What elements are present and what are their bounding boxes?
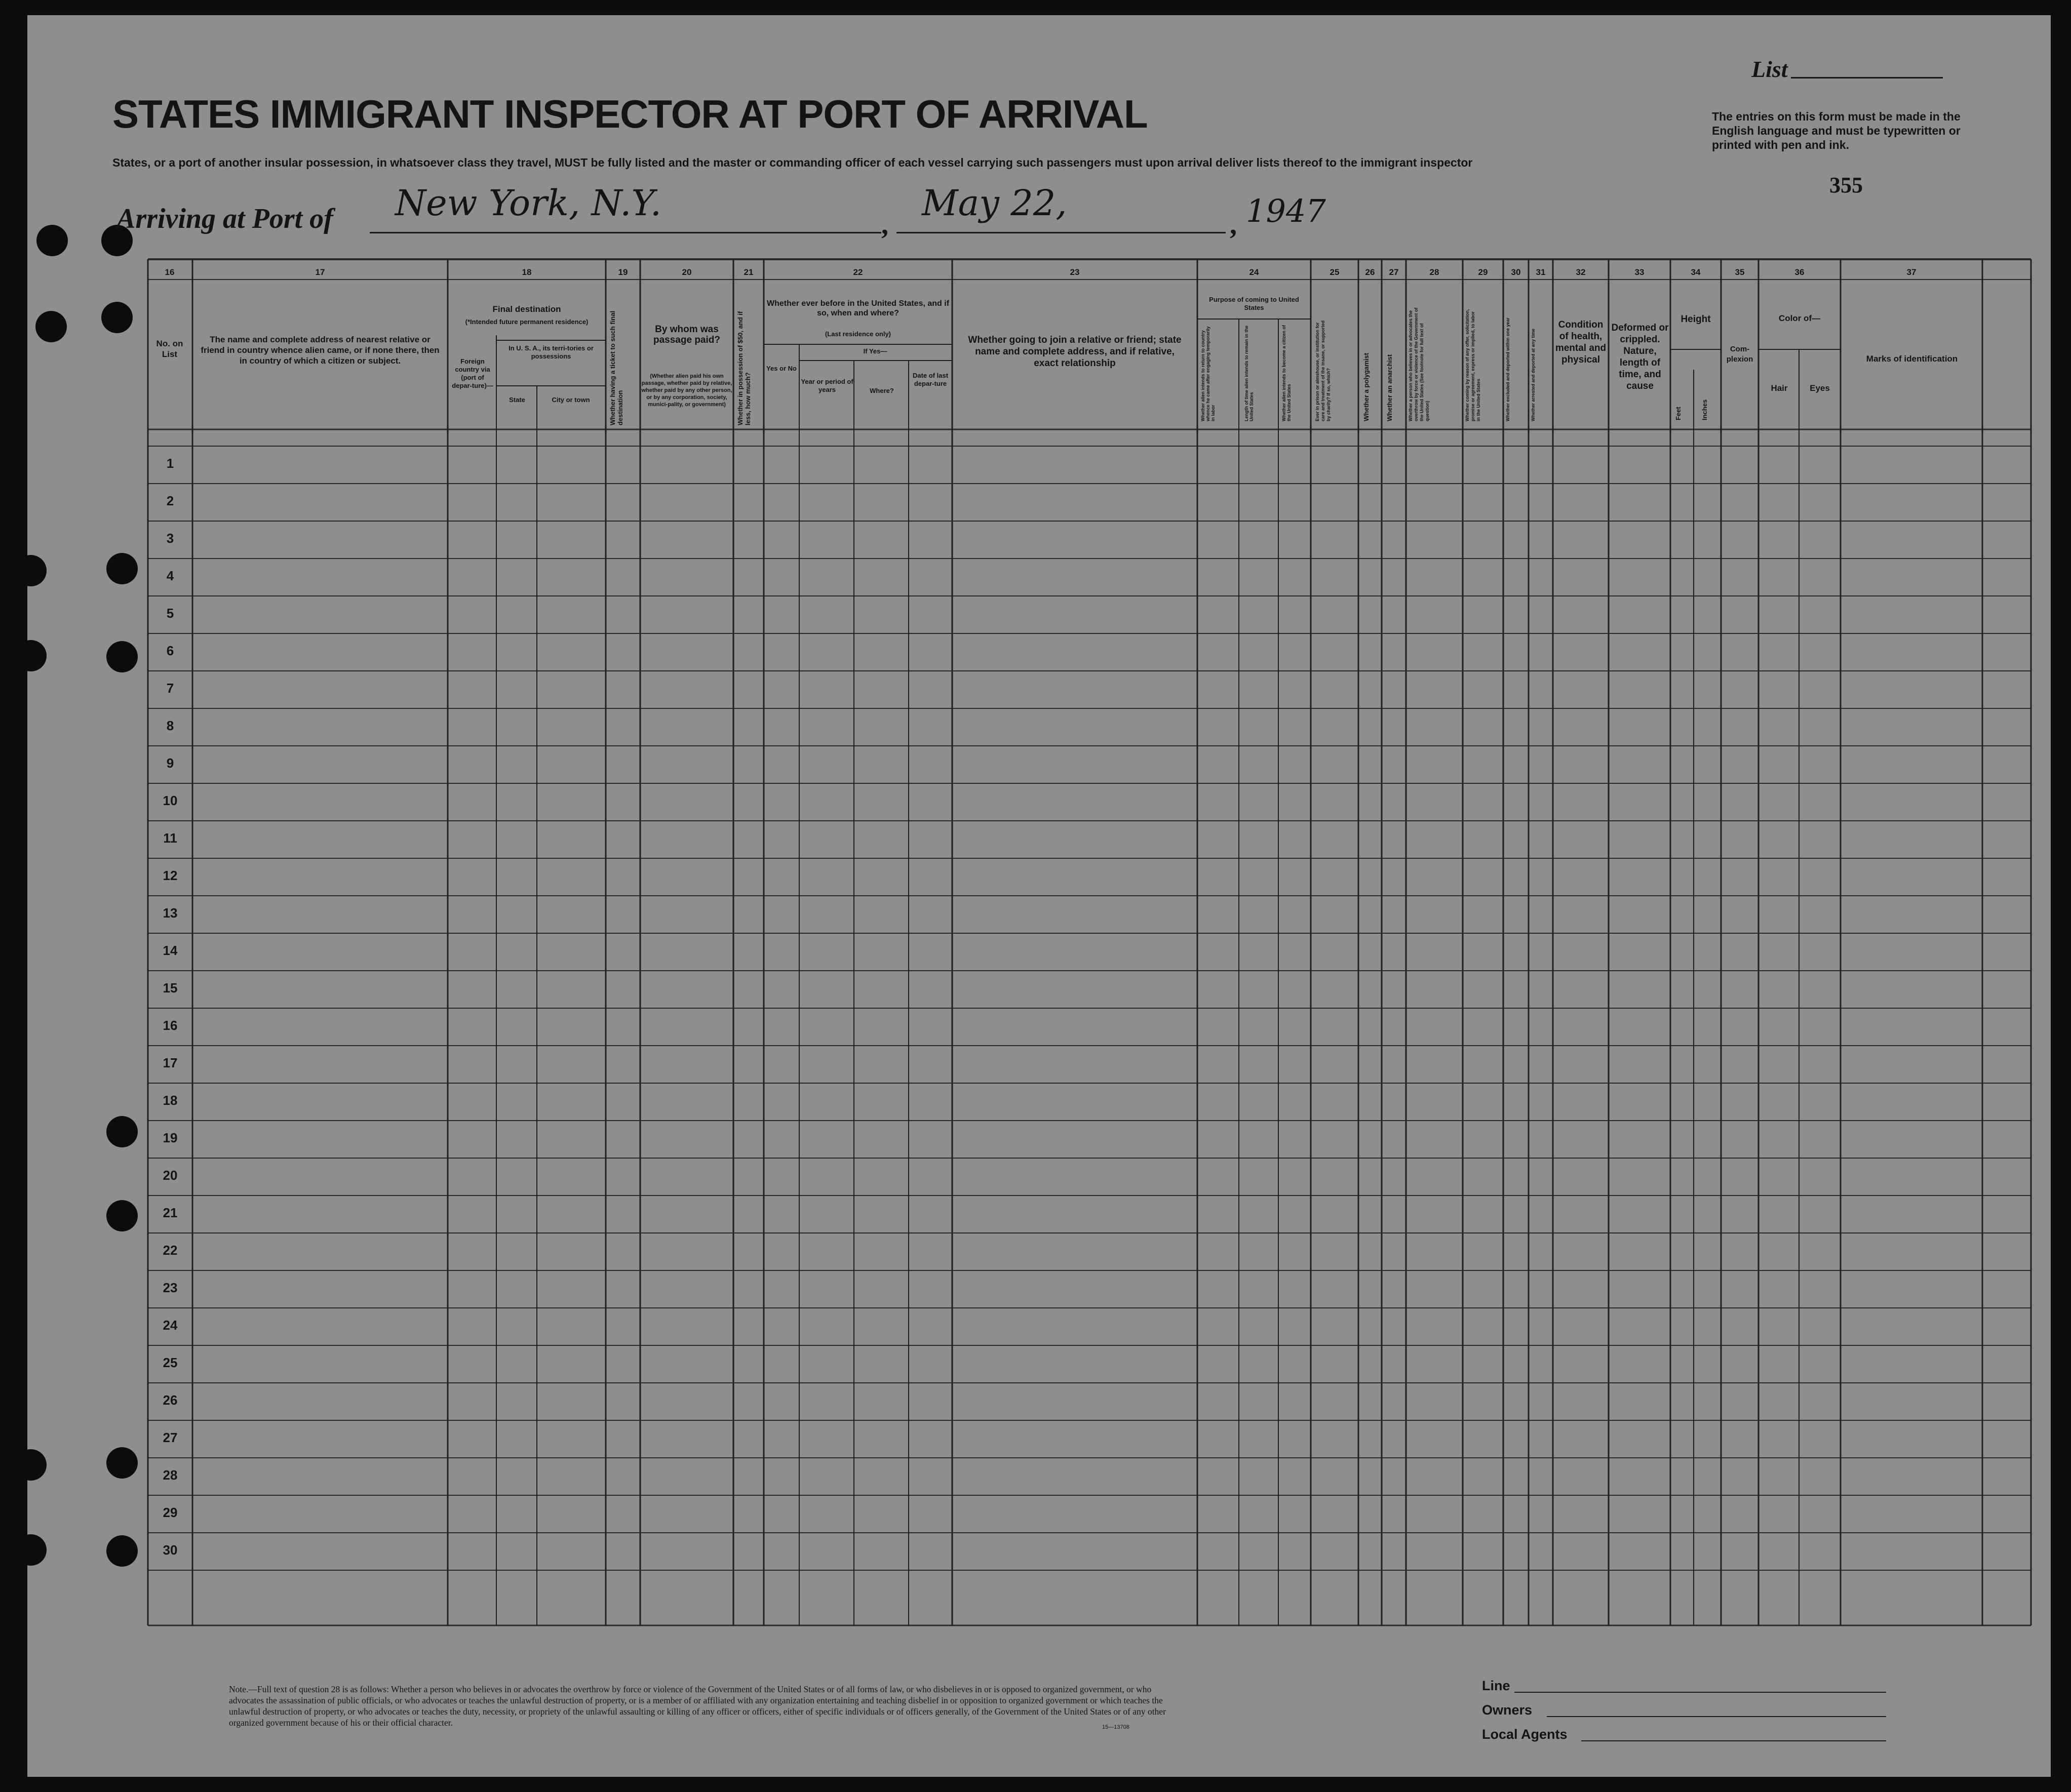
col-label-no-on-list: No. on List [156, 339, 183, 359]
form-title: STATES IMMIGRANT INSPECTOR AT PORT OF ARRIVAL [112, 92, 1148, 136]
col-num-29: 29 [1478, 267, 1488, 277]
row-number: 20 [163, 1168, 178, 1183]
row-number: 4 [166, 568, 174, 583]
owners-blank [1547, 1716, 1886, 1717]
col-label-years: Year or period of years [801, 378, 853, 393]
col-label-yes-no: Yes or No [766, 365, 797, 372]
col-num-18: 18 [522, 267, 532, 277]
col-label-foreign-country: Foreign country via (port of depar-ture)— [452, 357, 493, 389]
col-num-28: 28 [1429, 267, 1439, 277]
col-label-purpose: Purpose of coming to United States [1209, 296, 1299, 311]
row-number: 28 [163, 1467, 178, 1483]
row-number: 17 [163, 1055, 178, 1070]
col-num-20: 20 [682, 267, 692, 277]
row-number: 15 [163, 980, 178, 995]
col-label-usa: In U. S. A., its terri-tories or possessions [509, 344, 594, 360]
form-number: 15—13708 [1102, 1724, 1129, 1730]
col-num-21: 21 [744, 267, 754, 277]
col-label-final-destination: Final destination [492, 304, 561, 314]
row-number: 10 [163, 793, 178, 808]
owners-label: Owners [1482, 1702, 1533, 1718]
row-number: 26 [163, 1392, 178, 1408]
col-label-state: State [509, 396, 525, 404]
col-label-passage-paid: By whom was passage paid? [653, 324, 720, 345]
col-num-32: 32 [1576, 267, 1586, 277]
row-number: 9 [166, 755, 174, 771]
local-agents-blank [1581, 1740, 1886, 1741]
col-label-city: City or town [552, 396, 590, 404]
col-label-offer: Whether coming by reason of any offer, solicitation, promise or agreement, express or implied, to labor in the United States [1465, 309, 1481, 421]
col-num-24: 24 [1249, 267, 1259, 277]
row-number: 1 [166, 456, 174, 471]
local-agents-label: Local Agents [1482, 1727, 1568, 1742]
col-num-23: 23 [1070, 267, 1080, 277]
instructions-text: The entries on this form must be made in the English language and must be typewritten or printed with pen and ink. [1712, 110, 1961, 151]
row-number: 6 [166, 643, 174, 658]
col-label-arrested: Whether arrested and deported at any time [1531, 328, 1536, 421]
col-label-marks: Marks of identification [1866, 354, 1958, 364]
col-label-excluded: Whether excluded and deported within one year [1505, 317, 1510, 421]
col-label-inches: Inches [1701, 399, 1708, 420]
col-num-19: 19 [618, 267, 628, 277]
col-note-final-destination: (*Intended future permanent residence) [465, 318, 589, 326]
col-label-ticket: Whether having a ticket to such final destination [609, 310, 624, 425]
row-number: 16 [163, 1018, 178, 1033]
line-label: Line [1482, 1678, 1510, 1693]
col-num-27: 27 [1389, 267, 1399, 277]
col-label-if-yes: If Yes— [863, 347, 887, 355]
line-blank [1514, 1692, 1886, 1693]
row-number: 12 [163, 868, 178, 883]
col-note-passage-paid: (Whether alien paid his own passage, whether paid by relative, whether paid by any other person, or by any corporation, society, munici-pality, or government) [641, 373, 732, 408]
col-label-where: Where? [870, 387, 894, 394]
row-number: 11 [163, 830, 177, 846]
col-num-17: 17 [315, 267, 325, 277]
col-label-ever-before: Whether ever before in the United States, and if so, when and where? [766, 299, 950, 317]
row-number: 13 [163, 905, 178, 921]
row-number: 19 [163, 1130, 178, 1145]
col-num-35: 35 [1735, 267, 1745, 277]
col-num-30: 30 [1511, 267, 1521, 277]
col-label-deformed: Deformed or crippled. Nature, length of time, and cause [1611, 323, 1669, 391]
page-number: 355 [1829, 173, 1863, 197]
col-label-join-relative: Whether going to join a relative or friend; state name and complete address, and if relative, exact relationship [968, 335, 1182, 369]
col-label-height: Height [1681, 314, 1711, 325]
row-number: 30 [163, 1542, 178, 1558]
col-label-return: Whether alien intends to return to country whence he came after engaging temporarily in labor [1200, 326, 1216, 421]
col-label-citizen: Whether alien intends to become a citizen of the United States [1281, 325, 1292, 421]
col-num-34: 34 [1691, 267, 1701, 277]
col-note-last-residence: (Last residence only) [825, 330, 891, 338]
row-number: 29 [163, 1505, 178, 1520]
row-number: 14 [163, 943, 178, 958]
col-num-26: 26 [1365, 267, 1375, 277]
arriving-label: Arriving at Port of [116, 203, 333, 234]
col-label-anarchist: Whether an anarchist [1386, 354, 1393, 421]
col-label-color-of: Color of— [1778, 313, 1821, 323]
col-num-22: 22 [853, 267, 863, 277]
row-number: 2 [166, 493, 174, 508]
col-label-departure: Date of last depar-ture [912, 372, 949, 387]
col-label-feet: Feet [1674, 407, 1682, 420]
col-num-37: 37 [1906, 267, 1917, 277]
col-num-33: 33 [1634, 267, 1645, 277]
col-num-31: 31 [1536, 267, 1546, 277]
comma: , [881, 209, 888, 241]
col-label-overthrow: Whether a person who believes in or advocates the overthrow by force or violence of the Government of the United States (See footnote for full text of question) [1408, 307, 1430, 421]
port-handwritten: New York, N.Y. [395, 182, 661, 224]
row-number: 7 [166, 681, 174, 696]
col-label-hair: Hair [1771, 383, 1788, 393]
row-number: 3 [166, 531, 174, 546]
row-number: 8 [166, 718, 174, 733]
col-label-nearest-relative: The name and complete address of nearest relative or friend in country whence alien came, or if none there, then in country of which a citizen or subject. [201, 335, 440, 366]
form-subtitle: States, or a port of another insular possession, in whatsoever class they travel, MUST be fully listed and the master or commanding officer of each vessel carrying such passengers must upon arrival deliver lists thereof to the immigrant inspector [112, 156, 1473, 169]
col-label-polygamist: Whether a polygamist [1362, 352, 1370, 421]
col-num-25: 25 [1330, 267, 1340, 277]
row-number: 24 [163, 1318, 178, 1333]
col-label-fifty-dollars: Whether in possession of $50, and if less, how much? [736, 311, 752, 425]
footnote-question-28: Note.—Full text of question 28 is as follows: Whether a person who believes in or advocates the overthrow by force or violence of the Government of the United States or of all forms of law, or who disbelieves in or is opposed to organized government, or who advocates the assassination of public officials, or who advocates or teaches the unlawful destruction of property, or is a member of or affiliated with any organization entertaining and teaching disbelief in or opposition to organized government or which teaches the unlawful destruction of property, or who advocates or teaches the duty, necessity, or propriety of the unlawful assaulting or killing of any officer or officers, either of specific individuals or of officers generally, of the Government of the United States or of any other organized government because of his or their official character. [229, 1684, 1166, 1728]
list-label: List [1751, 56, 1788, 82]
col-label-health: Condition of health, mental and physical [1555, 320, 1607, 365]
row-number: 21 [163, 1205, 178, 1220]
row-number: 25 [163, 1355, 178, 1370]
col-num-36: 36 [1794, 267, 1805, 277]
row-number: 5 [166, 606, 174, 621]
row-number: 18 [163, 1093, 178, 1108]
year-handwritten: 1947 [1246, 192, 1326, 229]
row-number: 22 [163, 1243, 178, 1258]
col-label-eyes: Eyes [1810, 383, 1830, 393]
col-num-16: 16 [165, 267, 175, 277]
col-label-prison: Ever in prison or almshouse, or institution for care and treatment of the insane, or supported by charity? If so, which? [1315, 320, 1331, 421]
col-label-length-stay: Length of time alien intends to remain in the United States [1244, 325, 1254, 421]
comma: , [1230, 209, 1237, 241]
row-number: 27 [163, 1430, 178, 1445]
date-handwritten: May 22, [922, 182, 1067, 224]
col-label-complexion: Com-plexion [1726, 345, 1753, 364]
row-number: 23 [163, 1280, 178, 1295]
